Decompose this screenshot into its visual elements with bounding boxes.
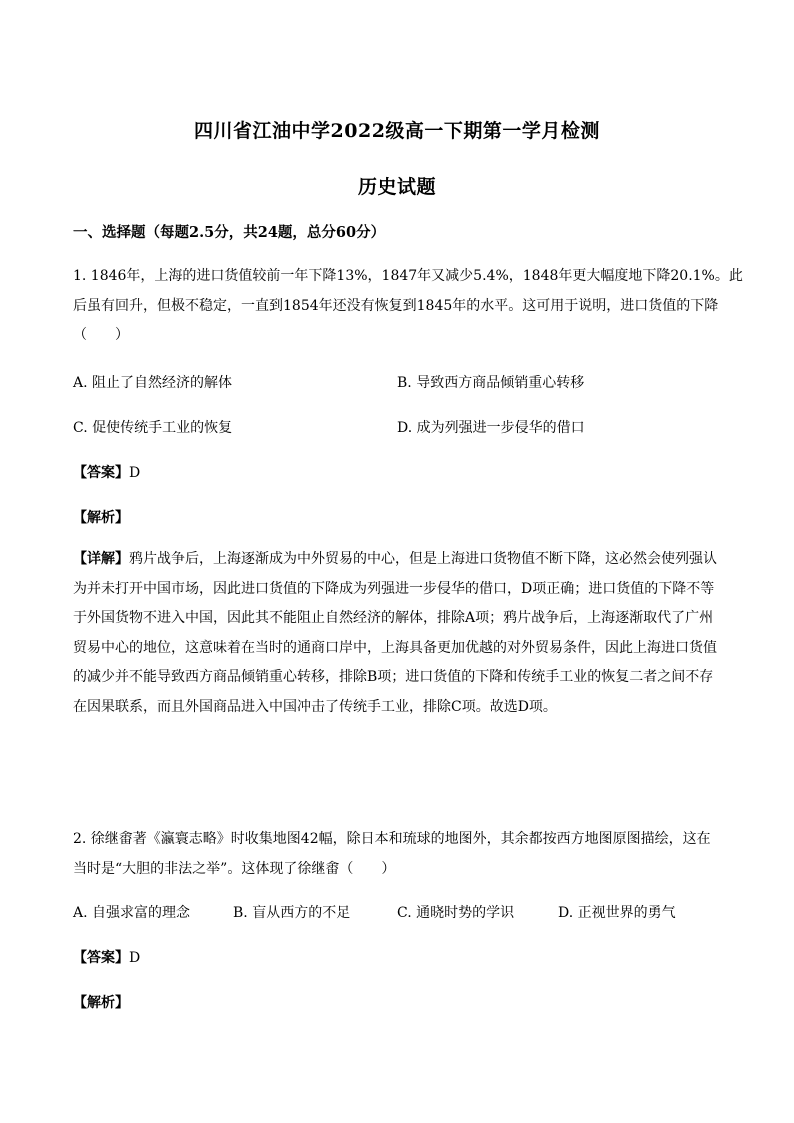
question-1-option-c: C. 促使传统手工业的恢复	[73, 420, 233, 436]
question-1-option-b: B. 导致西方商品倾销重心转移	[397, 375, 585, 391]
exam-title: 四川省江油中学2022级高一下期第一学月检测	[194, 120, 600, 142]
section-heading: 一、选择题（每题2.5分，共24题，总分60分）	[73, 224, 386, 241]
question-2-option-d: D. 正视世界的勇气	[558, 905, 676, 921]
question-1-stem-line: 后虽有回升，但极不稳定，一直到1854年还没有恢复到1845年的水平。这可用于说明，进口货值的下降	[73, 297, 719, 314]
question-2-stem-line: 当时是“大胆的非法之举”。这体现了徐继畬（ ）	[73, 860, 396, 877]
question-2-option-a: A. 自强求富的理念	[73, 905, 191, 921]
answer-label: 【答案】	[73, 950, 129, 966]
question-1-option-a: A. 阻止了自然经济的解体	[73, 375, 233, 391]
question-2-option-c: C. 通晓时势的学识	[397, 905, 515, 921]
question-2-stem	[73, 825, 723, 884]
answer-value: D	[129, 465, 141, 481]
question-2-analysis	[73, 992, 129, 1012]
question-1-stem-line: （ ）	[73, 327, 129, 343]
question-1-detail	[73, 545, 723, 722]
exam-subtitle: 历史试题	[357, 176, 436, 198]
analysis-label: 【解析】	[73, 995, 129, 1011]
question-1-stem	[73, 262, 743, 351]
analysis-label: 【解析】	[73, 510, 129, 526]
question-1-stem-line: 1. 1846年，上海的进口货值较前一年下降13%，1847年又减少5.4%，1848年更大幅度地下降20.1%。此	[73, 268, 743, 284]
question-1-analysis	[73, 507, 129, 527]
question-1-option-d: D. 成为列强进一步侵华的借口	[397, 420, 585, 436]
answer-value: D	[129, 950, 141, 966]
detail-line: 的减少并不能导致西方商品倾销重心转移，排除B项；进口货值的下降和传统手工业的恢复二者之间不存	[73, 669, 714, 685]
detail-line: 为并未打开中国市场，因此进口货值的下降成为列强进一步侵华的借口，D项正确；进口货值的下降不等	[73, 580, 715, 597]
answer-label: 【答案】	[73, 465, 129, 481]
detail-line: 于外国货物不进入中国，因此其不能阻止自然经济的解体，排除A项；鸦片战争后，上海逐渐取代了广州	[73, 610, 714, 626]
question-1-answer	[73, 462, 140, 482]
question-2-stem-line: 2. 徐继畬著《瀛寰志略》时收集地图42幅，除日本和琉球的地图外，其余都按西方地图原图描绘，这在	[73, 831, 711, 847]
question-2-answer	[73, 947, 140, 967]
detail-line: 在因果联系，而且外国商品进入中国冲击了传统手工业，排除C项。故选D项。	[73, 698, 557, 715]
detail-label: 【详解】	[73, 551, 129, 567]
detail-line: 贸易中心的地位，这意味着在当时的通商口岸中，上海具备更加优越的对外贸易条件，因此上海进口货值	[73, 639, 717, 656]
detail-line: 【详解】鸦片战争后，上海逐渐成为中外贸易的中心，但是上海进口货物值不断下降，这必然会使列强认	[73, 551, 717, 567]
question-2-option-b: B. 盲从西方的不足	[233, 905, 351, 921]
